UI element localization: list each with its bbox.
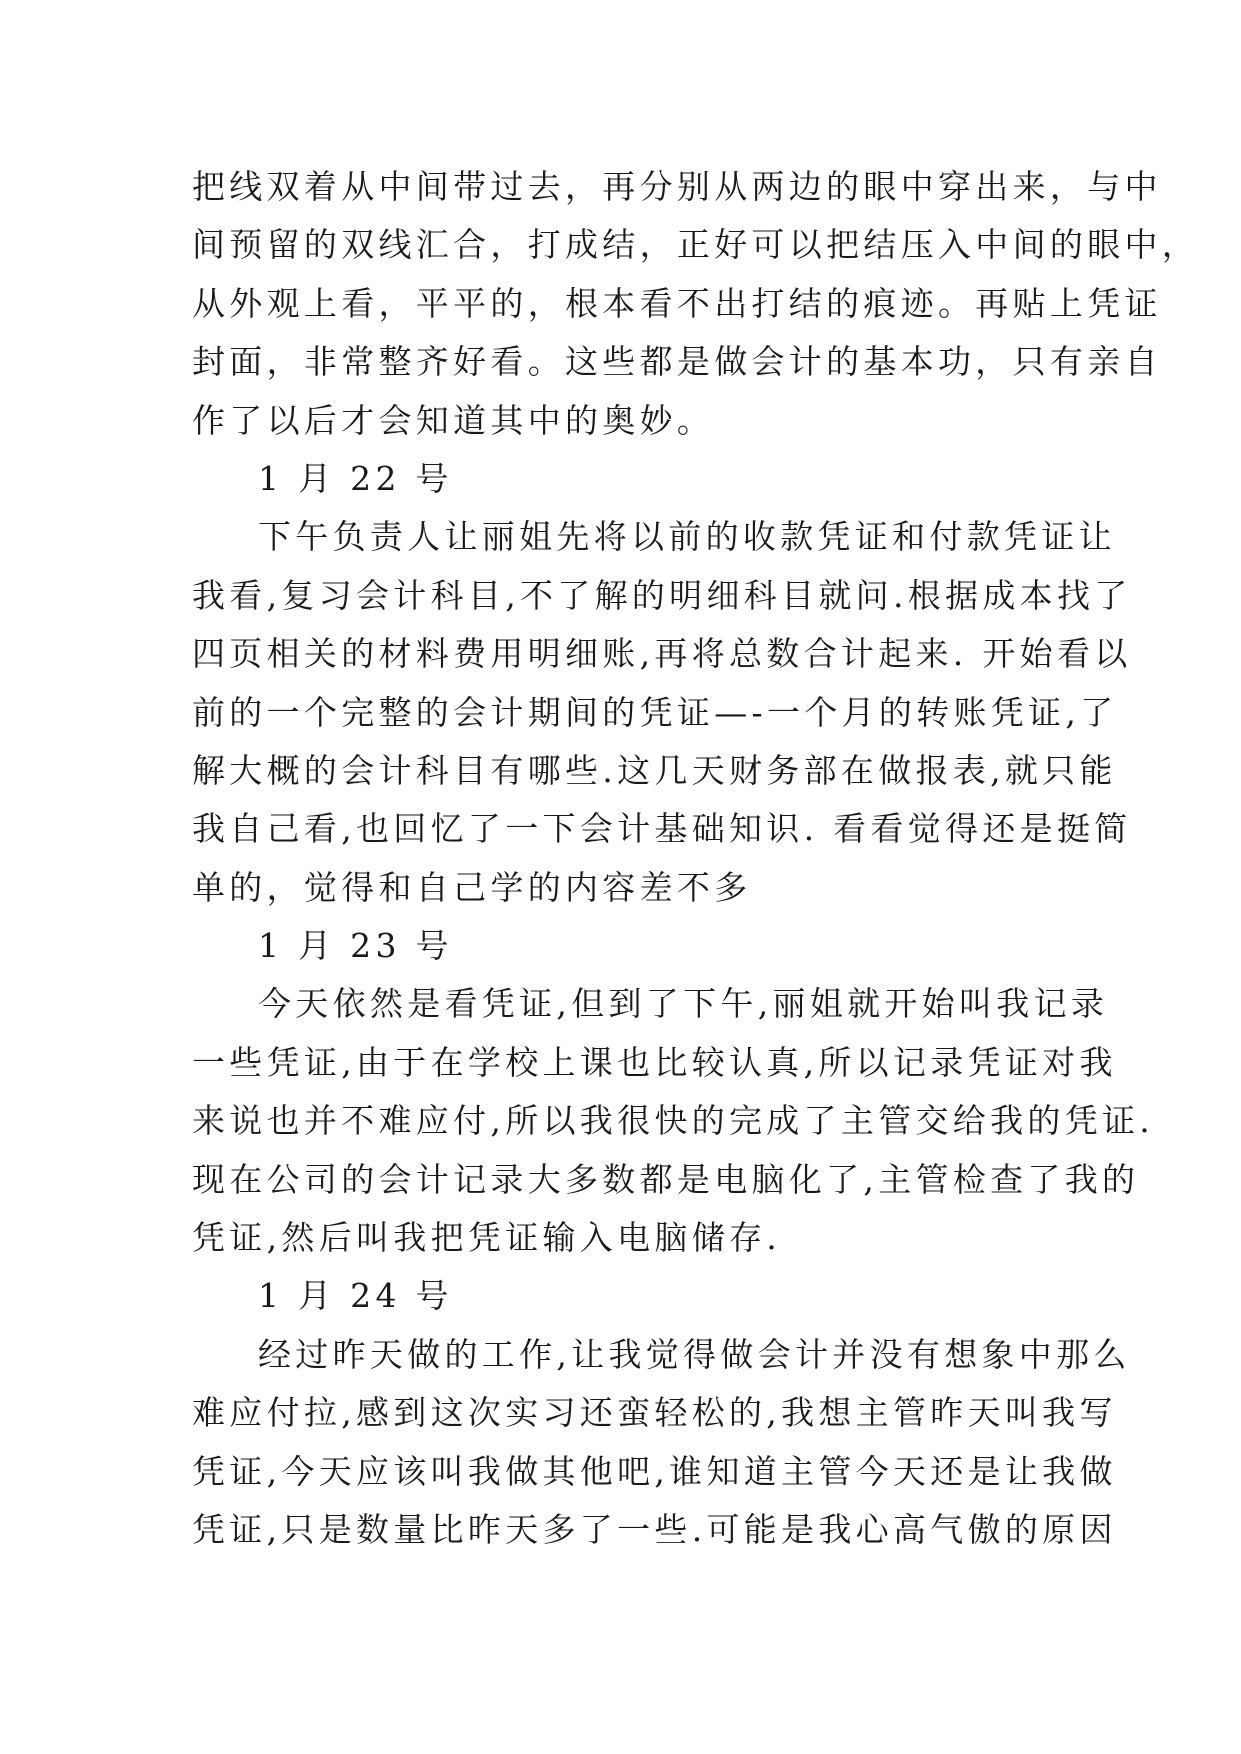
text-line: 凭证,只是数量比昨天多了一些.可能是我心高气傲的原因 (192, 1509, 1117, 1549)
date-heading: 1 月 22 号 (258, 458, 453, 498)
text-line: 解大概的会计科目有哪些.这几天财务部在做报表,就只能 (192, 750, 1117, 790)
text-line: 我自己看,也回忆了一下会计基础知识. 看看觉得还是挺简 (192, 809, 1132, 849)
text-line: 来说也并不难应付,所以我很快的完成了主管交给我的凭证. (192, 1101, 1155, 1141)
text-line: 凭证,然后叫我把凭证输入电脑储存. (192, 1218, 782, 1258)
text-line: 作了以后才会知道其中的奥妙。 (192, 400, 715, 440)
paragraph-first-line: 下午负责人让丽姐先将以前的收款凭证和付款凭证让 (258, 517, 1116, 557)
date-heading: 1 月 24 号 (258, 1276, 453, 1316)
paragraph-first-line: 今天依然是看凭证,但到了下午,丽姐就开始叫我记录 (258, 984, 1109, 1024)
date-heading: 1 月 23 号 (258, 926, 453, 966)
text-line: 把线双着从中间带过去，再分别从两边的眼中穿出来，与中 (192, 167, 1162, 206)
text-line: 前的一个完整的会计期间的凭证—-一个月的转账凭证,了 (192, 692, 1118, 732)
document-body (192, 158, 1200, 1559)
text-line: 凭证,今天应该叫我做其他吧,谁知道主管今天还是让我做 (192, 1451, 1117, 1491)
text-line: 难应付拉,感到这次实习还蛮轻松的,我想主管昨天叫我写 (192, 1393, 1117, 1433)
text-line: 现在公司的会计记录大多数都是电脑化了,主管检查了我的 (192, 1159, 1140, 1199)
text-line: 一些凭证,由于在学校上课也比较认真,所以记录凭证对我 (192, 1042, 1117, 1082)
text-line: 单的，觉得和自己学的内容差不多 (192, 867, 752, 907)
text-line: 四页相关的材料费用明细账,再将总数合计起来. 开始看以 (192, 634, 1132, 674)
paragraph-first-line: 经过昨天做的工作,让我觉得做会计并没有想象中那么 (258, 1334, 1131, 1374)
text-line: 封面，非常整齐好看。这些都是做会计的基本功，只有亲自 (192, 342, 1162, 382)
text-line: 间预留的双线汇合，打成结，正好可以把结压入中间的眼中， (192, 225, 1200, 265)
text-line: 我看,复习会计科目,不了解的明细科目就问.根据成本找了 (192, 575, 1132, 615)
text-line: 从外观上看，平平的，根本看不出打结的痕迹。再贴上凭证 (192, 283, 1162, 323)
